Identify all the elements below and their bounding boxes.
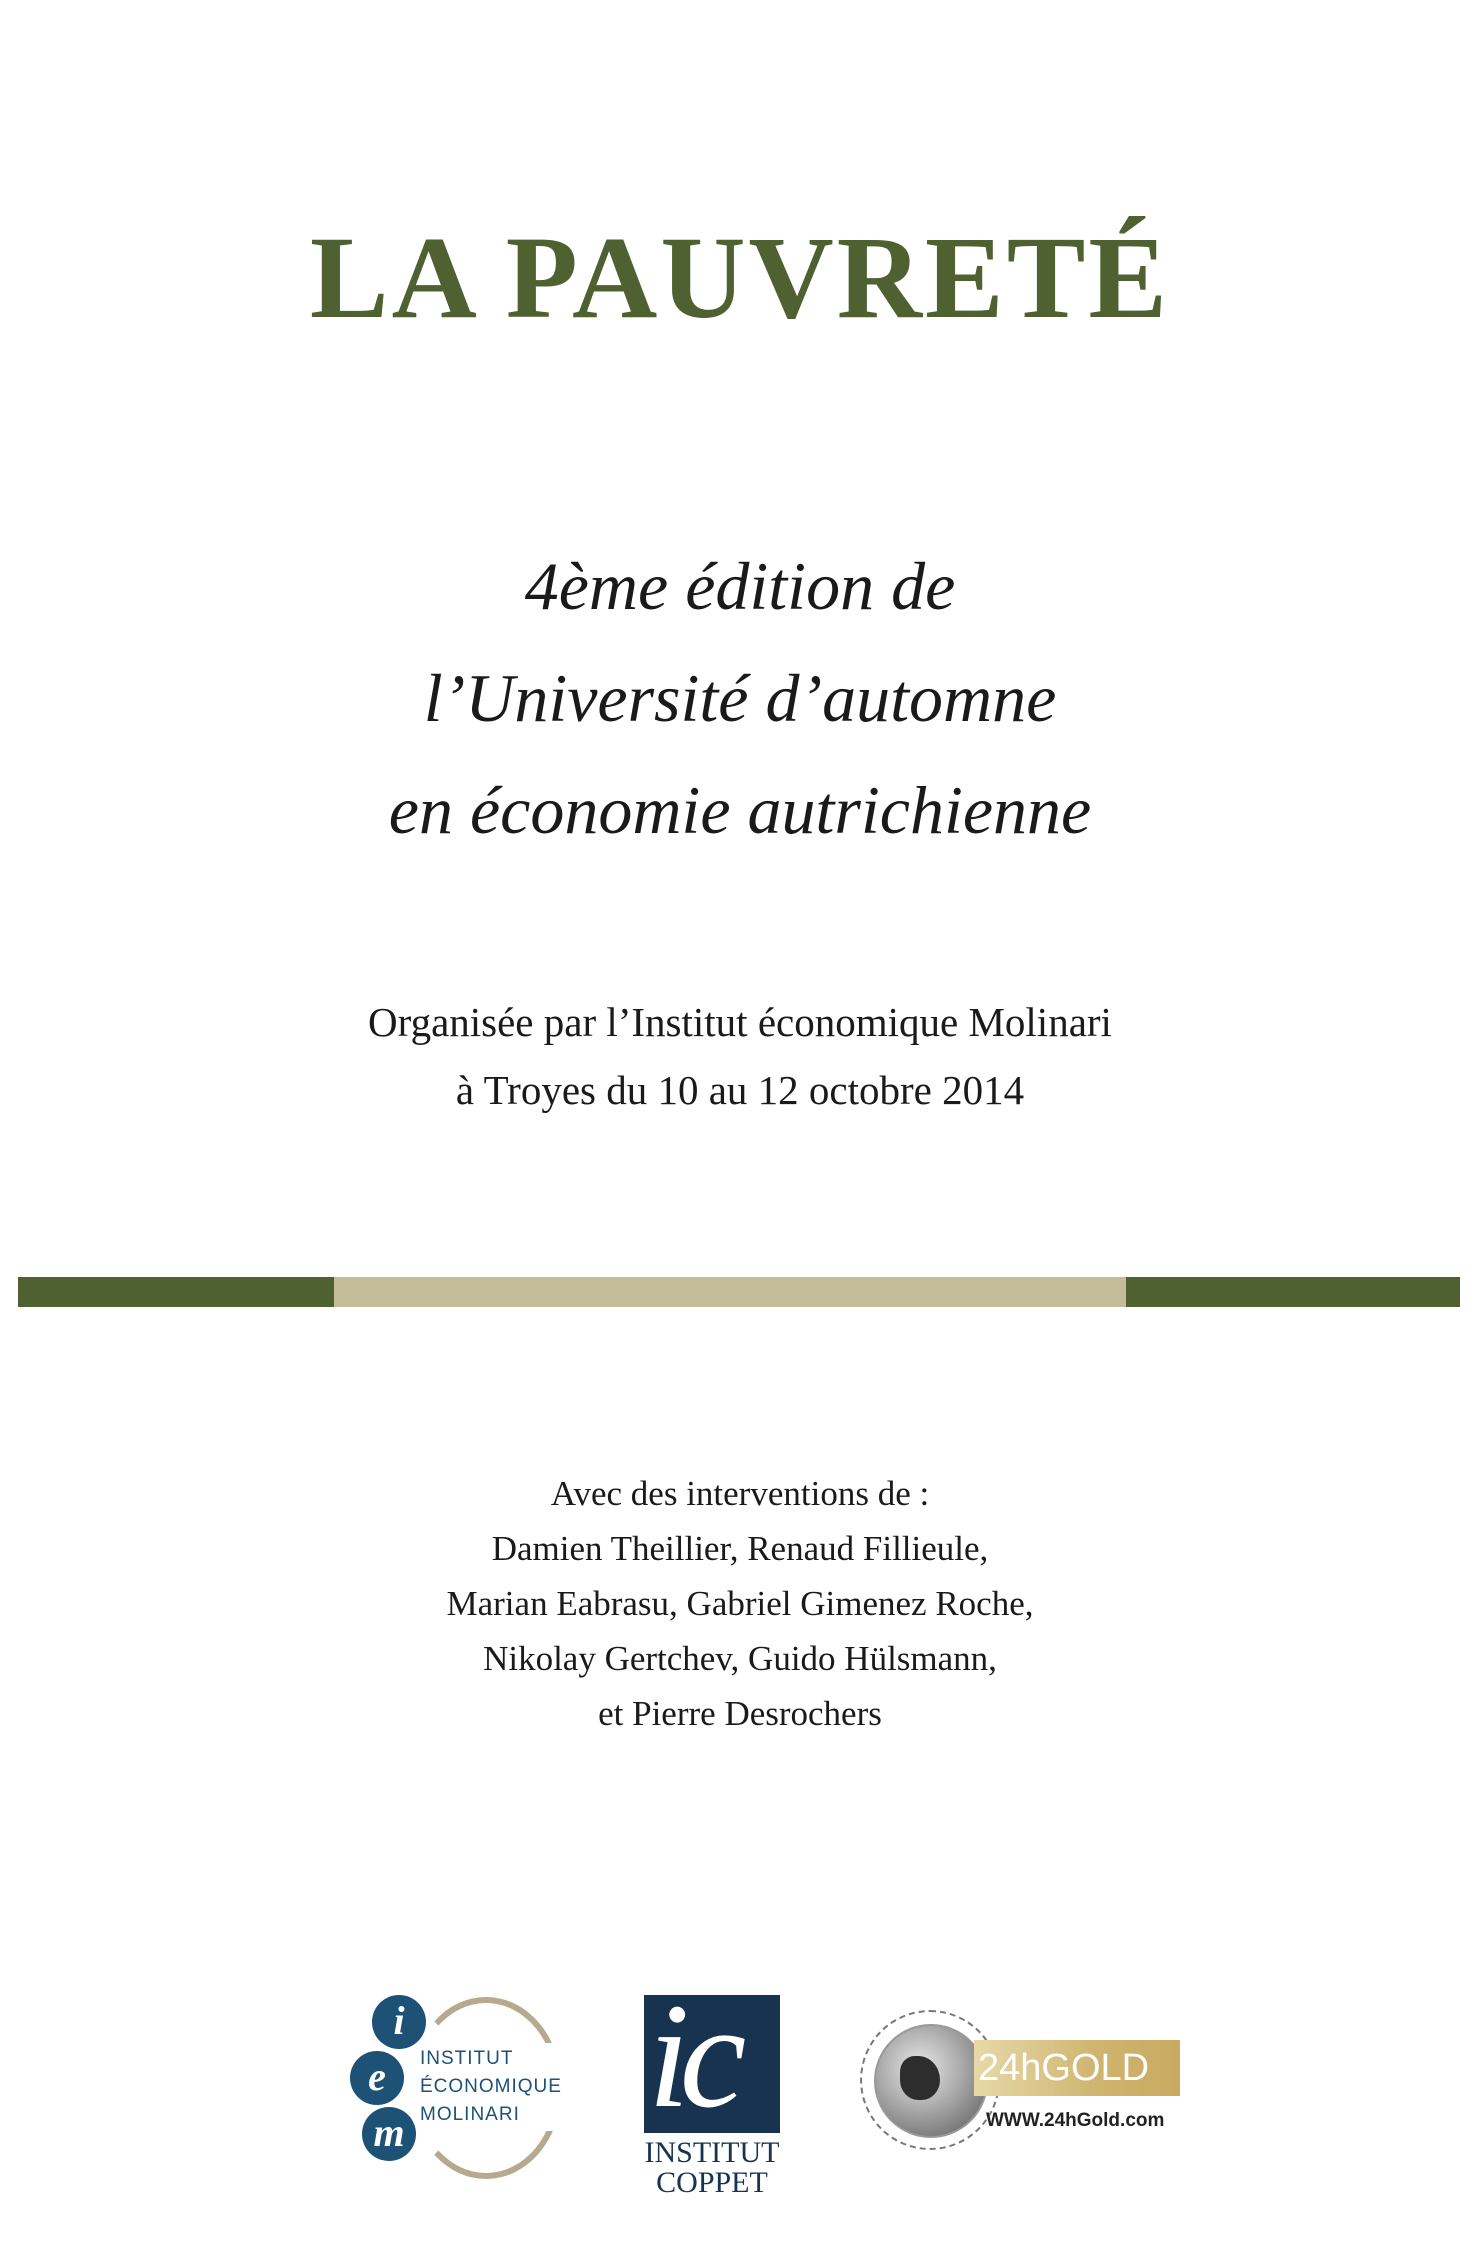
divider-bar — [18, 1277, 1460, 1307]
subtitle — [0, 530, 1480, 866]
iem-text-line: MOLINARI — [420, 2104, 520, 2125]
gold-brand-text: 24hGOLD — [978, 2047, 1150, 2089]
divider-segment-right — [1126, 1277, 1460, 1307]
iem-letter-m: m — [362, 2107, 416, 2161]
gold-url-text: WWW.24hGold.com — [986, 2110, 1165, 2131]
divider-segment-middle — [334, 1277, 1126, 1307]
speakers-line: Damien Theillier, Renaud Fillieule, — [491, 1529, 989, 1568]
coppet-text-line: INSTITUT — [644, 2136, 780, 2169]
speakers-line: et Pierre Desrochers — [598, 1694, 882, 1733]
sponsor-logos — [0, 1985, 1480, 2215]
iem-letter-i: i — [372, 1995, 426, 2049]
subtitle-line: l’Université d’automne — [423, 660, 1057, 736]
24hgold-logo — [856, 2010, 1196, 2160]
page-title: LA PAUVRETÉ — [309, 212, 1171, 343]
coppet-text-line: COPPET — [656, 2166, 768, 2199]
globe-continent-icon — [900, 2056, 940, 2100]
divider-segment-left — [18, 1277, 334, 1307]
iem-text-line: INSTITUT — [420, 2048, 514, 2069]
iem-logo-text — [416, 2043, 566, 2131]
organizer-line: Organisée par l’Institut économique Molinari — [368, 999, 1112, 1045]
subtitle-line: en économie autrichienne — [388, 772, 1092, 848]
coppet-logo — [644, 1995, 784, 2205]
globe-icon — [874, 2024, 988, 2138]
date-location-line: à Troyes du 10 au 12 octobre 2014 — [455, 1067, 1025, 1113]
iem-text-line: ÉCONOMIQUE — [420, 2076, 562, 2097]
subtitle-line: 4ème édition de — [524, 548, 956, 624]
coppet-emblem-icon — [644, 1995, 780, 2133]
speakers-line: Nikolay Gertchev, Guido Hülsmann, — [483, 1639, 997, 1678]
coppet-mark: ic — [648, 1995, 737, 2133]
organizer-info — [0, 988, 1480, 1124]
speakers-list — [0, 1466, 1480, 1741]
iem-letter-e: e — [350, 2051, 404, 2105]
speakers-intro: Avec des interventions de : — [550, 1474, 930, 1513]
iem-logo — [350, 1985, 580, 2185]
speakers-line: Marian Eabrasu, Gabriel Gimenez Roche, — [446, 1584, 1034, 1623]
